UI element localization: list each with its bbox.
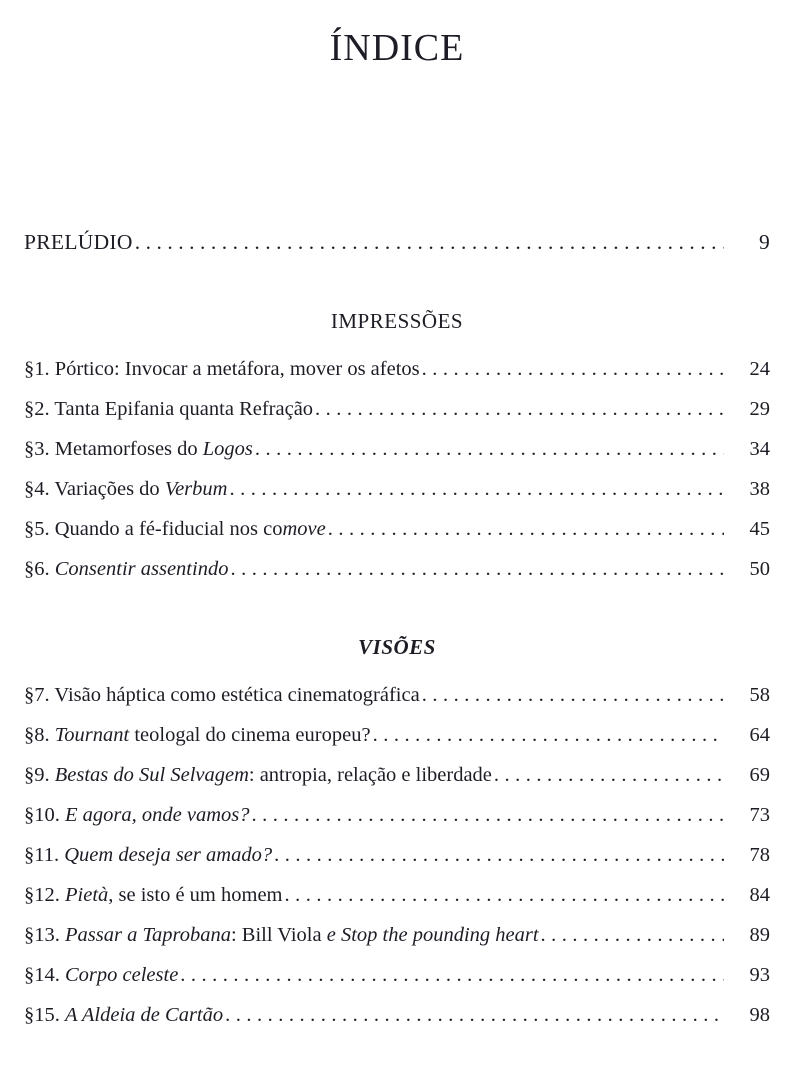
toc-entry-segment: Logos: [202, 438, 253, 460]
toc-entry: [24, 995, 770, 1035]
page-number: 29: [749, 398, 770, 420]
toc-entry-segment: §4. Variações do: [24, 478, 165, 500]
page-number: 38: [749, 478, 770, 500]
toc-entry-segment: Corpo celeste: [65, 964, 179, 986]
page-number: 58: [749, 684, 770, 706]
page-number: 89: [749, 924, 770, 946]
toc-entry-segment: §5. Quando a fé-fiducial nos co: [24, 518, 283, 540]
toc-entry-segment: §10.: [24, 804, 65, 826]
toc-entry-segment: §11.: [24, 844, 65, 866]
toc-entry-title: [24, 715, 371, 755]
toc-entry: [24, 755, 770, 795]
toc-entry-segment: §14.: [24, 964, 65, 986]
toc-entry-segment: §7. Visão háptica como estética cinematográfica: [24, 684, 420, 706]
toc-entry-segment: §8.: [24, 724, 55, 746]
page-number: 98: [749, 1004, 770, 1026]
toc-entry: [24, 222, 770, 262]
prelude-block: [24, 222, 770, 262]
page-number: 50: [749, 558, 770, 580]
toc-entry: [24, 715, 770, 755]
section-heading: IMPRESSÕES: [330, 309, 464, 333]
page-number: 34: [749, 438, 770, 460]
toc-entry: [24, 675, 770, 715]
toc-entry-segment: §9.: [24, 764, 55, 786]
toc-entry-segment: Bestas do Sul Selvagem: [54, 764, 249, 786]
toc-entry: [24, 955, 770, 995]
dot-leader: [225, 995, 724, 1035]
toc-entry-segment: Pietà: [65, 884, 109, 906]
dot-leader: [422, 349, 724, 389]
toc-entry-title: [24, 349, 420, 389]
toc-entry-title: [24, 222, 133, 262]
toc-entry-segment: Tournant: [54, 724, 130, 746]
dot-leader: [328, 509, 724, 549]
toc-entry-segment: move: [282, 518, 326, 540]
toc-entry: [24, 875, 770, 915]
toc-entry-segment: : antropia, relação e liberdade: [248, 764, 492, 786]
toc-entry-title: [24, 549, 228, 589]
toc-entry: [24, 835, 770, 875]
toc-entry-title: [24, 875, 283, 915]
dot-leader: [422, 675, 724, 715]
page-number: 9: [758, 230, 770, 254]
toc-entry-segment: §12.: [24, 884, 65, 906]
toc-entry-segment: §6.: [24, 558, 55, 580]
toc-entry: [24, 915, 770, 955]
toc-entry-segment: §3. Metamorfoses do: [24, 438, 203, 460]
toc-entry-title: [24, 755, 492, 795]
section-heading: VISÕES: [358, 635, 436, 659]
dot-leader: [230, 549, 724, 589]
toc-entry-segment: E agora, onde vamos?: [65, 804, 250, 826]
dot-leader: [541, 915, 724, 955]
page-number: 45: [749, 518, 770, 540]
toc-entry-title: [24, 795, 249, 835]
page-title: ÍNDICE: [329, 27, 465, 69]
toc-entry-segment: A Aldeia de Cartão: [65, 1004, 224, 1026]
toc-entry-segment: §2. Tanta Epifania quanta Refração: [24, 398, 314, 420]
toc-entry: [24, 509, 770, 549]
toc-entry-title: [24, 995, 223, 1035]
dot-leader: [251, 795, 724, 835]
toc-entry-title: [24, 675, 420, 715]
toc-entry-segment: PRELÚDIO: [24, 230, 133, 254]
toc-entry: [24, 389, 770, 429]
dot-leader: [315, 389, 724, 429]
toc-body: [24, 309, 770, 1035]
toc-entry-segment: Quem deseja ser amado?: [64, 844, 273, 866]
toc-entry-segment: §13.: [24, 924, 65, 946]
page-number: 93: [749, 964, 770, 986]
toc-entry-title: [24, 835, 272, 875]
toc-entry-title: [24, 429, 253, 469]
dot-leader: [494, 755, 724, 795]
toc-entry-segment: Passar a Taprobana: [65, 924, 231, 946]
toc-entry: [24, 349, 770, 389]
toc-entry-segment: §15.: [24, 1004, 65, 1026]
toc-entry-segment: e Stop the pounding heart: [326, 924, 539, 946]
toc-entry: [24, 469, 770, 509]
toc-entry-segment: Verbum: [164, 478, 228, 500]
toc-entry-title: [24, 469, 227, 509]
dot-leader: [285, 875, 725, 915]
toc-entry-segment: : Bill Viola: [230, 924, 327, 946]
dot-leader: [229, 469, 724, 509]
dot-leader: [135, 222, 724, 262]
page-number: 84: [749, 884, 770, 906]
toc-entry-segment: §1. Pórtico: Invocar a metáfora, mover os afetos: [24, 358, 420, 380]
dot-leader: [274, 835, 724, 875]
toc-entry: [24, 795, 770, 835]
toc-entry-segment: Consentir assentindo: [54, 558, 229, 580]
page-number: 64: [749, 724, 770, 746]
toc-entry-title: [24, 915, 539, 955]
dot-leader: [180, 955, 724, 995]
page-number: 73: [749, 804, 770, 826]
toc-entry-title: [24, 955, 178, 995]
page-number: 24: [749, 358, 770, 380]
toc-entry-title: [24, 509, 326, 549]
toc-entry-segment: teologal do cinema europeu?: [129, 724, 371, 746]
toc-entry-title: [24, 389, 313, 429]
toc-entry: [24, 549, 770, 589]
toc-entry: [24, 429, 770, 469]
dot-leader: [373, 715, 724, 755]
page-number: 69: [749, 764, 770, 786]
dot-leader: [255, 429, 724, 469]
toc-entry-segment: , se isto é um homem: [108, 884, 283, 906]
page-number: 78: [749, 844, 770, 866]
